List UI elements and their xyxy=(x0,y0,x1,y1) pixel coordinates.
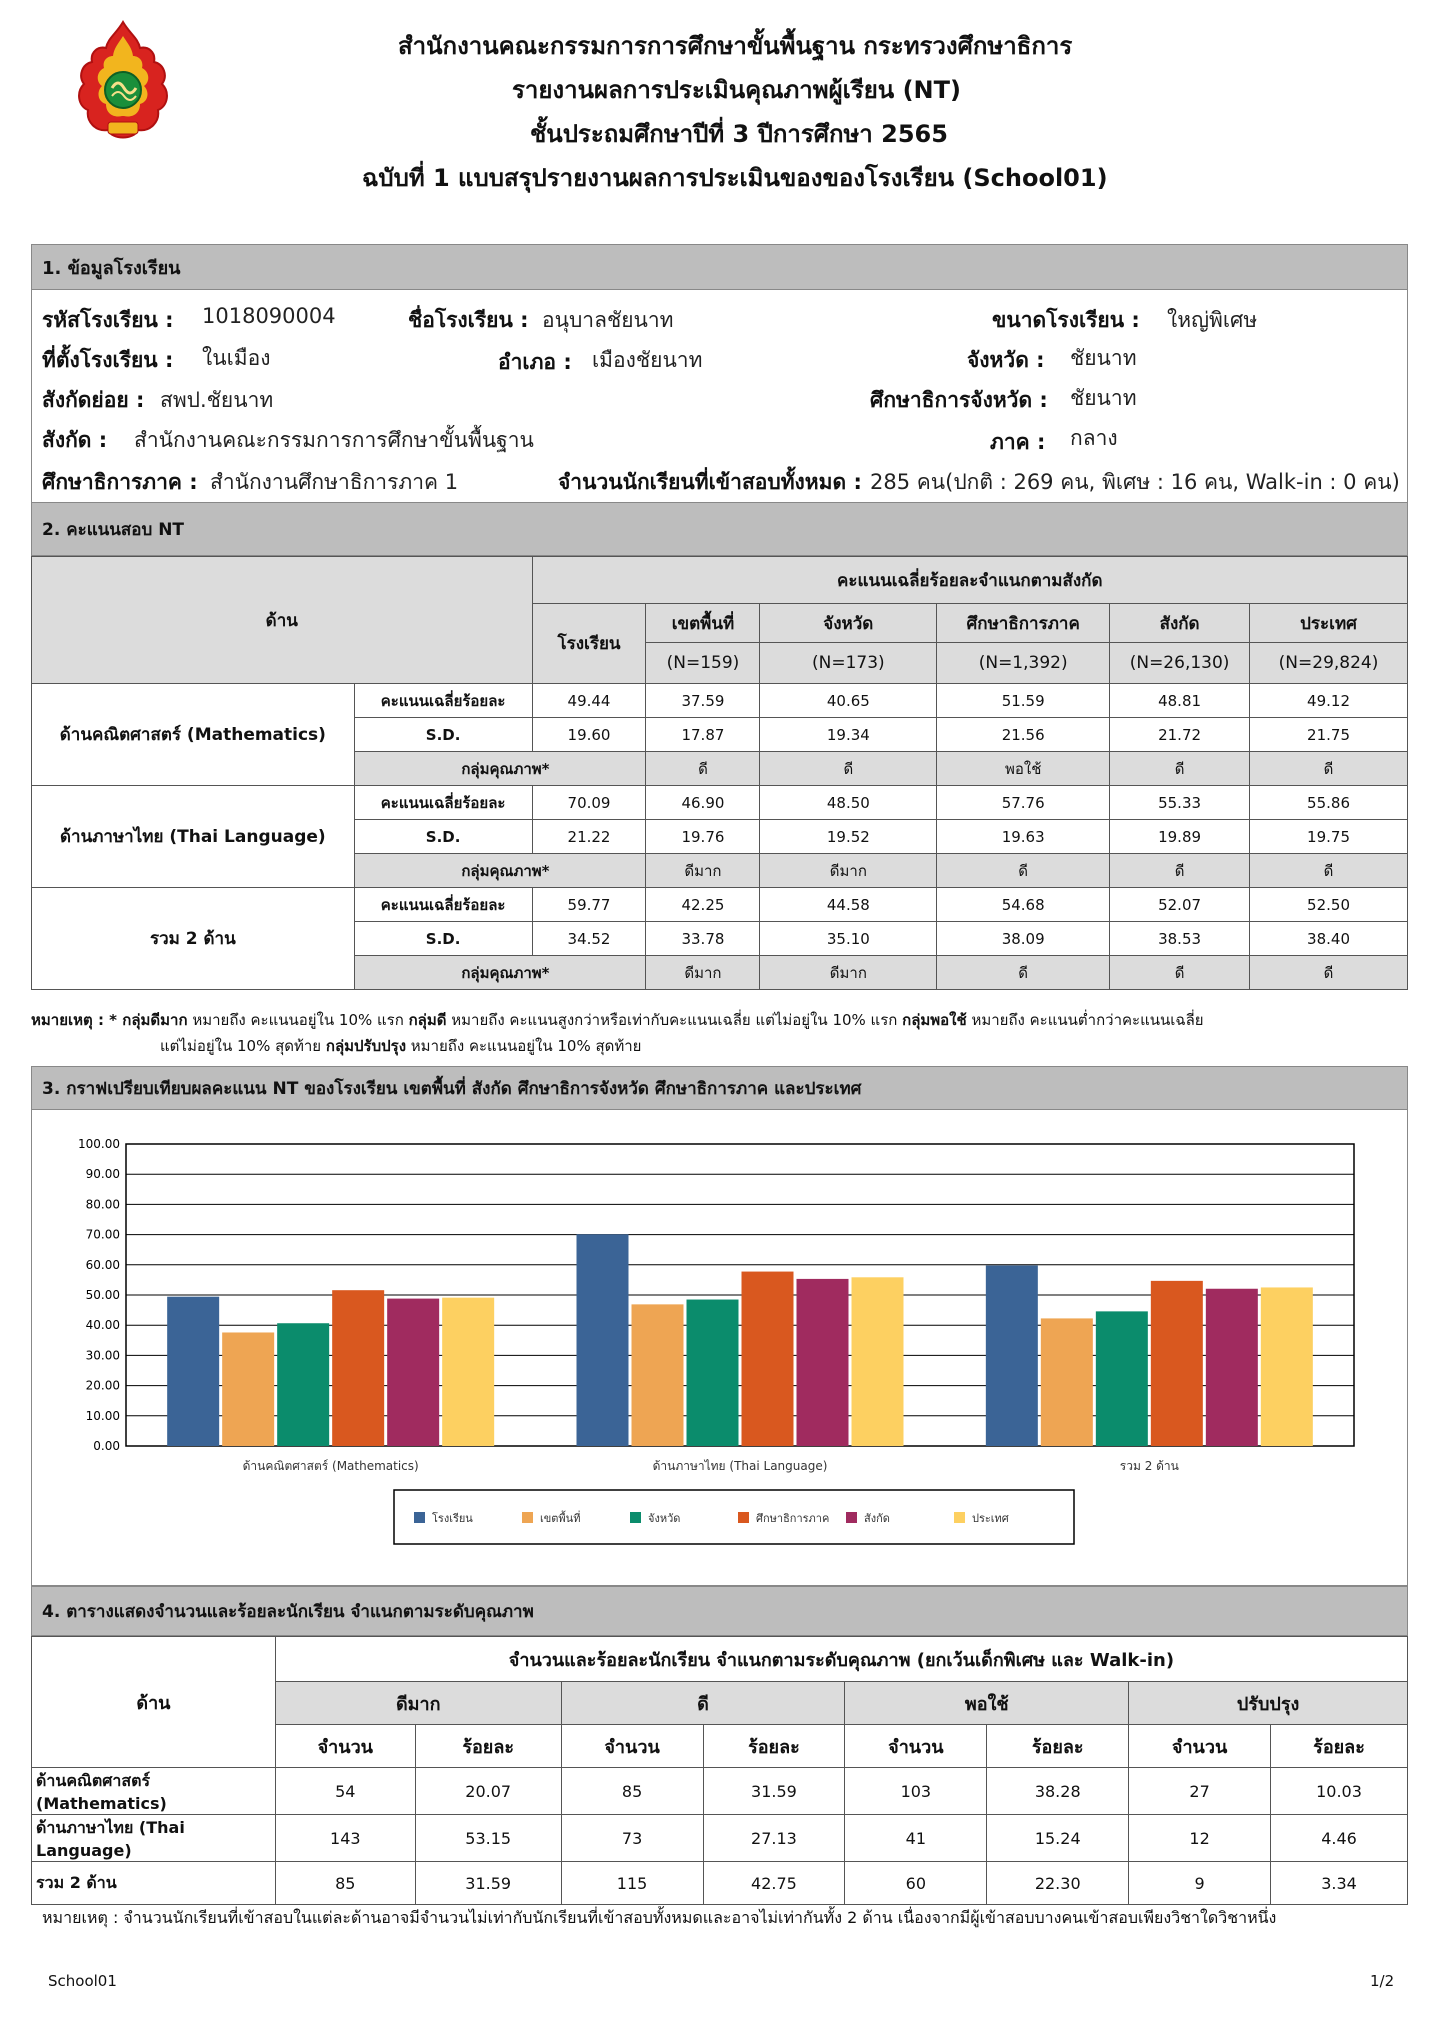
quality-cell: ดีมาก xyxy=(646,854,760,888)
value-cell: 31.59 xyxy=(703,1768,845,1815)
col-header-province: จังหวัด xyxy=(760,604,937,643)
score-cell: 17.87 xyxy=(646,718,760,752)
score-cell: 21.72 xyxy=(1110,718,1250,752)
region-edu-label: ศึกษาธิการภาค : xyxy=(42,470,198,494)
x-category-label: ด้านคณิตศาสตร์ (Mathematics) xyxy=(242,1459,419,1473)
section-quality-table-title xyxy=(31,1586,1408,1636)
value-cell: 85 xyxy=(275,1862,415,1905)
level-header-good: ดี xyxy=(561,1682,845,1725)
score-cell: 48.50 xyxy=(760,786,937,820)
affiliation-label: สังกัด : xyxy=(42,428,108,452)
prov-edu-value: ชัยนาท xyxy=(1070,386,1137,410)
section-title-text: 1. ข้อมูลโรงเรียน xyxy=(42,257,181,279)
bar xyxy=(1041,1318,1093,1446)
row-label: S.D. xyxy=(354,922,532,956)
score-cell: 52.07 xyxy=(1110,888,1250,922)
score-cell: 51.59 xyxy=(937,684,1110,718)
quality-cell: ดี xyxy=(1250,854,1408,888)
aspect-cell: ด้านคณิตศาสตร์ (Mathematics) xyxy=(32,684,355,786)
group-header: คะแนนเฉลี่ยร้อยละจำแนกตามสังกัด xyxy=(532,557,1407,604)
score-cell: 48.81 xyxy=(1110,684,1250,718)
score-cell: 33.78 xyxy=(646,922,760,956)
sub-pct: ร้อยละ xyxy=(415,1725,561,1768)
score-cell: 57.76 xyxy=(937,786,1110,820)
bar xyxy=(332,1290,384,1446)
legend-label: สังกัด xyxy=(864,1512,890,1525)
note-improve-desc: หมายถึง คะแนนอยู่ใน 10% สุดท้าย xyxy=(406,1037,642,1055)
table-row xyxy=(32,1815,1408,1862)
chart-frame xyxy=(31,1110,1408,1586)
nt-comparison-bar-chart xyxy=(32,1110,1407,1584)
region-value: กลาง xyxy=(1070,426,1118,450)
x-category-label: ด้านภาษาไทย (Thai Language) xyxy=(652,1459,828,1473)
sub-affiliation-label: สังกัดย่อย : xyxy=(42,388,145,412)
col-header-affiliation: สังกัด xyxy=(1110,604,1250,643)
table-row xyxy=(32,1768,1408,1815)
quality-cell: พอใช้ xyxy=(937,752,1110,786)
section-nt-scores-title xyxy=(31,502,1408,556)
y-tick-label: 30.00 xyxy=(85,1348,120,1363)
score-cell: 42.25 xyxy=(646,888,760,922)
y-tick-label: 80.00 xyxy=(85,1197,120,1212)
sub-count: จำนวน xyxy=(845,1725,987,1768)
note-prefix: หมายเหตุ : * xyxy=(31,1011,123,1029)
students-label: จำนวนนักเรียนที่เข้าสอบทั้งหมด : xyxy=(558,470,862,494)
footer-school-id: School01 xyxy=(48,1972,117,1990)
quality-cell: ดี xyxy=(1110,854,1250,888)
value-cell: 42.75 xyxy=(703,1862,845,1905)
aspect-cell: ด้านภาษาไทย (Thai Language) xyxy=(32,1815,276,1862)
aspect-header: ด้าน xyxy=(32,1637,276,1768)
score-cell: 49.44 xyxy=(532,684,646,718)
bar xyxy=(1261,1287,1313,1446)
table-row xyxy=(32,1862,1408,1905)
note-excellent-desc: หมายถึง คะแนนอยู่ใน 10% แรก xyxy=(187,1011,409,1029)
score-cell: 35.10 xyxy=(760,922,937,956)
value-cell: 15.24 xyxy=(987,1815,1129,1862)
table-row xyxy=(32,786,1408,820)
value-cell: 9 xyxy=(1129,1862,1271,1905)
obec-emblem-logo xyxy=(68,18,178,148)
note-fair-desc: หมายถึง คะแนนต่ำกว่าคะแนนเฉลี่ย xyxy=(966,1011,1204,1029)
value-cell: 115 xyxy=(561,1862,703,1905)
school-size-label: ขนาดโรงเรียน : xyxy=(992,308,1140,332)
quality-cell: ดี xyxy=(937,956,1110,990)
section-title-text: 3. กราฟเปรียบเทียบผลคะแนน NT ของโรงเรียน เขตพื้นที่ สังกัด ศึกษาธิการจังหวัด ศึกษาธิการภาค และประเทศ xyxy=(42,1078,862,1099)
quality-cell: ดี xyxy=(1110,752,1250,786)
sub-count: จำนวน xyxy=(561,1725,703,1768)
value-cell: 103 xyxy=(845,1768,987,1815)
aspect-cell: ด้านคณิตศาสตร์ (Mathematics) xyxy=(32,1768,276,1815)
value-cell: 3.34 xyxy=(1271,1862,1408,1905)
col-n-affiliation: (N=26,130) xyxy=(1110,643,1250,684)
value-cell: 53.15 xyxy=(415,1815,561,1862)
quality-cell: ดี xyxy=(1250,752,1408,786)
level-header-fair: พอใช้ xyxy=(845,1682,1129,1725)
group-header: จำนวนและร้อยละนักเรียน จำแนกตามระดับคุณภาพ (ยกเว้นเด็กพิเศษ และ Walk-in) xyxy=(275,1637,1407,1682)
section-school-info-title xyxy=(31,244,1408,290)
prov-edu-label: ศึกษาธิการจังหวัด : xyxy=(870,388,1048,412)
value-cell: 85 xyxy=(561,1768,703,1815)
school-info-block xyxy=(31,290,1408,502)
value-cell: 60 xyxy=(845,1862,987,1905)
location-label: ที่ตั้งโรงเรียน : xyxy=(42,348,174,372)
legend-swatch xyxy=(630,1512,641,1523)
score-cell: 21.75 xyxy=(1250,718,1408,752)
table-row xyxy=(32,888,1408,922)
section-title-text: 4. ตารางแสดงจำนวนและร้อยละนักเรียน จำแนกตามระดับคุณภาพ xyxy=(42,1601,534,1622)
bar xyxy=(687,1300,739,1446)
note-good: กลุ่มดี xyxy=(408,1011,447,1029)
value-cell: 38.28 xyxy=(987,1768,1129,1815)
legend-swatch xyxy=(738,1512,749,1523)
score-cell: 40.65 xyxy=(760,684,937,718)
row-label: คะแนนเฉลี่ยร้อยละ xyxy=(354,888,532,922)
quality-cell: ดีมาก xyxy=(646,956,760,990)
district-value: เมืองชัยนาท xyxy=(592,348,703,372)
level-header-excellent: ดีมาก xyxy=(275,1682,561,1725)
y-tick-label: 60.00 xyxy=(85,1257,120,1272)
sub-pct: ร้อยละ xyxy=(703,1725,845,1768)
region-label: ภาค : xyxy=(990,430,1046,454)
score-cell: 34.52 xyxy=(532,922,646,956)
bar xyxy=(442,1298,494,1446)
score-cell: 52.50 xyxy=(1250,888,1408,922)
bar xyxy=(577,1234,629,1446)
bar xyxy=(632,1304,684,1446)
value-cell: 54 xyxy=(275,1768,415,1815)
legend-label: โรงเรียน xyxy=(432,1512,473,1525)
score-cell: 37.59 xyxy=(646,684,760,718)
value-cell: 20.07 xyxy=(415,1768,561,1815)
school-name-value: อนุบาลชัยนาท xyxy=(542,308,674,332)
note-improve: กลุ่มปรับปรุง xyxy=(325,1037,407,1055)
quality-cell: ดี xyxy=(937,854,1110,888)
y-tick-label: 90.00 xyxy=(85,1167,120,1182)
aspect-header: ด้าน xyxy=(32,557,533,684)
legend-label: ศึกษาธิการภาค xyxy=(756,1512,830,1525)
legend-swatch xyxy=(846,1512,857,1523)
school-col-header: โรงเรียน xyxy=(532,604,646,684)
sub-pct: ร้อยละ xyxy=(987,1725,1129,1768)
row-label: คะแนนเฉลี่ยร้อยละ xyxy=(354,786,532,820)
quality-note-line2 xyxy=(160,1034,641,1058)
score-cell: 38.53 xyxy=(1110,922,1250,956)
quality-cell: ดีมาก xyxy=(760,956,937,990)
sub-affiliation-value: สพป.ชัยนาท xyxy=(160,388,274,412)
school-size-value: ใหญ่พิเศษ xyxy=(1167,308,1258,332)
location-value: ในเมือง xyxy=(202,346,271,370)
value-cell: 27 xyxy=(1129,1768,1271,1815)
nt-scores-table xyxy=(31,556,1408,990)
legend-swatch xyxy=(522,1512,533,1523)
y-tick-label: 10.00 xyxy=(85,1408,120,1423)
quality-distribution-table xyxy=(31,1636,1408,1905)
y-tick-label: 100.00 xyxy=(78,1137,120,1151)
school-name-label: ชื่อโรงเรียน : xyxy=(408,308,529,332)
legend-label: ประเทศ xyxy=(972,1512,1009,1525)
col-header-area: เขตพื้นที่ xyxy=(646,604,760,643)
col-header-country: ประเทศ xyxy=(1250,604,1408,643)
legend-label: จังหวัด xyxy=(648,1512,681,1525)
row-label: กลุ่มคุณภาพ* xyxy=(354,956,646,990)
report-edition: ฉบับที่ 1 แบบสรุปรายงานผลการประเมินของของโรงเรียน (School01) xyxy=(362,164,1108,192)
students-note: หมายเหตุ : จำนวนนักเรียนที่เข้าสอบในแต่ละด้านอาจมีจำนวนไม่เท่ากับนักเรียนที่เข้าสอบทั้งหมดและอาจไม่เท่ากันทั้ง 2 ด้าน เนื่องจากมีผู้เข้าสอบบางคนเข้าสอบเพียงวิชาใดวิชาหนึ่ง xyxy=(42,1908,1277,1927)
y-tick-label: 70.00 xyxy=(85,1227,120,1242)
score-cell: 19.76 xyxy=(646,820,760,854)
school-code-label: รหัสโรงเรียน : xyxy=(42,308,174,332)
province-label: จังหวัด : xyxy=(967,348,1045,372)
section-chart-title xyxy=(31,1066,1408,1110)
score-cell: 21.56 xyxy=(937,718,1110,752)
value-cell: 10.03 xyxy=(1271,1768,1408,1815)
y-tick-label: 20.00 xyxy=(85,1378,120,1393)
level-header-improve: ปรับปรุง xyxy=(1129,1682,1408,1725)
bar xyxy=(167,1297,219,1446)
aspect-cell: ด้านภาษาไทย (Thai Language) xyxy=(32,786,355,888)
row-label: กลุ่มคุณภาพ* xyxy=(354,854,646,888)
col-n-country: (N=29,824) xyxy=(1250,643,1408,684)
score-cell: 55.33 xyxy=(1110,786,1250,820)
aspect-cell: รวม 2 ด้าน xyxy=(32,888,355,990)
value-cell: 4.46 xyxy=(1271,1815,1408,1862)
row-label: S.D. xyxy=(354,820,532,854)
score-cell: 54.68 xyxy=(937,888,1110,922)
bar xyxy=(742,1272,794,1446)
footer-page-number: 1/2 xyxy=(1370,1972,1395,1990)
value-cell: 27.13 xyxy=(703,1815,845,1862)
row-label: คะแนนเฉลี่ยร้อยละ xyxy=(354,684,532,718)
bar xyxy=(387,1299,439,1446)
affiliation-value: สำนักงานคณะกรรมการการศึกษาขั้นพื้นฐาน xyxy=(134,428,534,452)
score-cell: 19.89 xyxy=(1110,820,1250,854)
note-excellent: กลุ่มดีมาก xyxy=(122,1011,188,1029)
legend-label: เขตพื้นที่ xyxy=(540,1512,581,1525)
bar xyxy=(986,1265,1038,1446)
report-org-title: สำนักงานคณะกรรมการการศึกษาขั้นพื้นฐาน กระทรวงศึกษาธิการ xyxy=(398,32,1073,60)
y-tick-label: 40.00 xyxy=(85,1318,120,1333)
sub-count: จำนวน xyxy=(1129,1725,1271,1768)
value-cell: 12 xyxy=(1129,1815,1271,1862)
col-header-region-edu: ศึกษาธิการภาค xyxy=(937,604,1110,643)
region-edu-value: สำนักงานศึกษาธิการภาค 1 xyxy=(210,470,459,494)
sub-count: จำนวน xyxy=(275,1725,415,1768)
score-cell: 38.09 xyxy=(937,922,1110,956)
score-cell: 19.34 xyxy=(760,718,937,752)
col-n-province: (N=173) xyxy=(760,643,937,684)
note-good-desc: หมายถึง คะแนนสูงกว่าหรือเท่ากับคะแนนเฉลี่ย แต่ไม่อยู่ใน 10% แรก xyxy=(446,1011,903,1029)
quality-cell: ดี xyxy=(646,752,760,786)
legend-swatch xyxy=(954,1512,965,1523)
score-cell: 59.77 xyxy=(532,888,646,922)
report-title: รายงานผลการประเมินคุณภาพผู้เรียน (NT) xyxy=(512,76,961,104)
score-cell: 19.60 xyxy=(532,718,646,752)
value-cell: 143 xyxy=(275,1815,415,1862)
province-value: ชัยนาท xyxy=(1070,346,1137,370)
aspect-cell: รวม 2 ด้าน xyxy=(32,1862,276,1905)
score-cell: 46.90 xyxy=(646,786,760,820)
score-cell: 38.40 xyxy=(1250,922,1408,956)
score-cell: 55.86 xyxy=(1250,786,1408,820)
bar xyxy=(1206,1289,1258,1446)
y-tick-label: 0.00 xyxy=(93,1439,120,1453)
value-cell: 41 xyxy=(845,1815,987,1862)
bar xyxy=(1151,1281,1203,1446)
quality-cell: ดี xyxy=(1250,956,1408,990)
quality-cell: ดี xyxy=(760,752,937,786)
score-cell: 70.09 xyxy=(532,786,646,820)
row-label: S.D. xyxy=(354,718,532,752)
value-cell: 73 xyxy=(561,1815,703,1862)
school-code-value: 1018090004 xyxy=(202,304,336,328)
bar xyxy=(277,1323,329,1446)
col-n-region-edu: (N=1,392) xyxy=(937,643,1110,684)
score-cell: 19.75 xyxy=(1250,820,1408,854)
value-cell: 31.59 xyxy=(415,1862,561,1905)
students-value: 285 คน(ปกติ : 269 คน, พิเศษ : 16 คน, Walk-in : 0 คน) xyxy=(870,470,1400,494)
table-row xyxy=(32,684,1408,718)
report-grade-year: ชั้นประถมศึกษาปีที่ 3 ปีการศึกษา 2565 xyxy=(530,120,948,148)
score-cell: 21.22 xyxy=(532,820,646,854)
score-cell: 19.63 xyxy=(937,820,1110,854)
quality-cell: ดี xyxy=(1110,956,1250,990)
col-n-area: (N=159) xyxy=(646,643,760,684)
y-tick-label: 50.00 xyxy=(85,1288,120,1302)
note-fair: กลุ่มพอใช้ xyxy=(902,1011,967,1029)
bar xyxy=(852,1277,904,1446)
bar xyxy=(797,1279,849,1446)
x-category-label: รวม 2 ด้าน xyxy=(1119,1459,1179,1473)
bar xyxy=(1096,1311,1148,1446)
district-label: อำเภอ : xyxy=(498,350,572,374)
quality-note-line1 xyxy=(31,1008,1204,1032)
quality-cell: ดีมาก xyxy=(760,854,937,888)
section-title-text: 2. คะแนนสอบ NT xyxy=(42,519,185,540)
value-cell: 22.30 xyxy=(987,1862,1129,1905)
sub-pct: ร้อยละ xyxy=(1271,1725,1408,1768)
note-fair-desc-2: แต่ไม่อยู่ใน 10% สุดท้าย xyxy=(160,1037,326,1055)
legend-swatch xyxy=(414,1512,425,1523)
bar xyxy=(222,1332,274,1446)
score-cell: 49.12 xyxy=(1250,684,1408,718)
score-cell: 44.58 xyxy=(760,888,937,922)
row-label: กลุ่มคุณภาพ* xyxy=(354,752,646,786)
score-cell: 19.52 xyxy=(760,820,937,854)
